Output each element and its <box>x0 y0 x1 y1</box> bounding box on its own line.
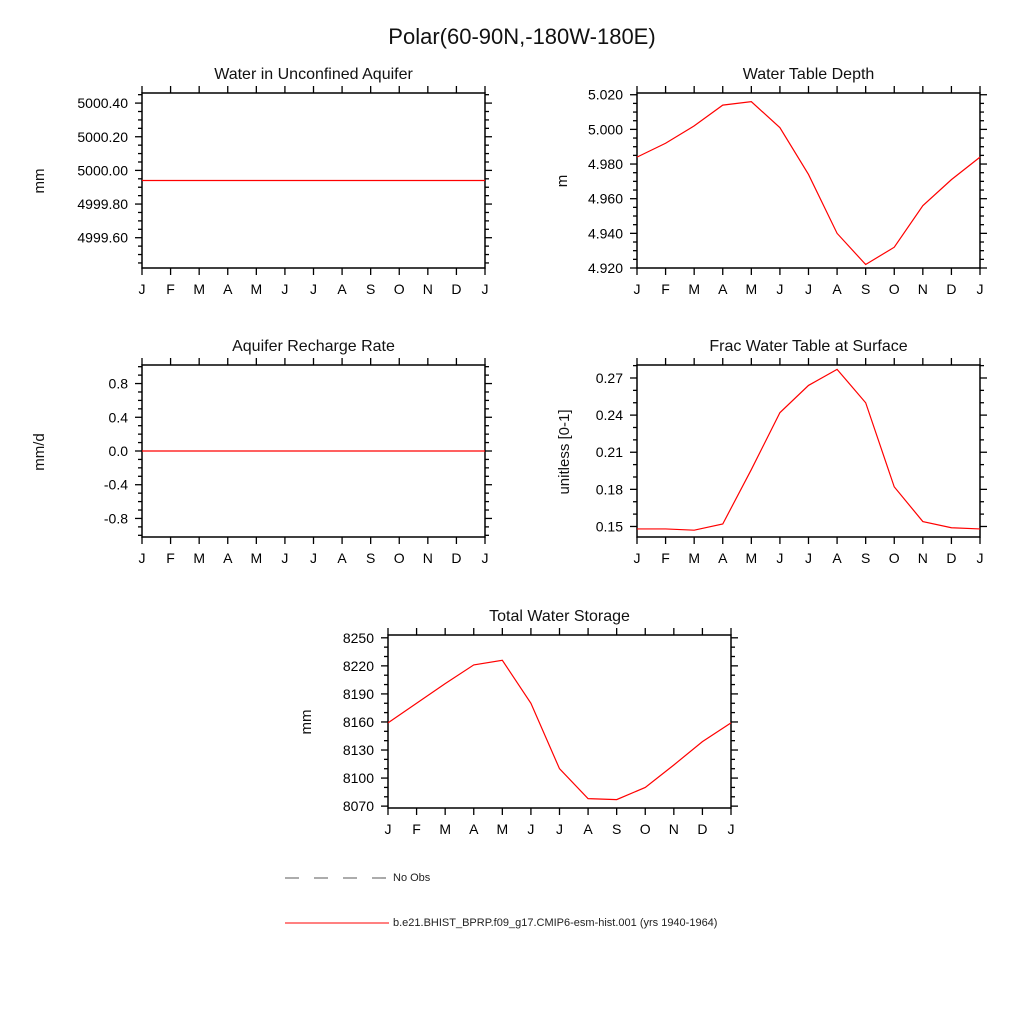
xtick-label: A <box>223 281 233 297</box>
ytick-label: 4999.80 <box>77 196 128 213</box>
ytick-label: 4.960 <box>587 190 623 207</box>
xtick-label: F <box>166 550 175 566</box>
xtick-label: F <box>661 550 670 566</box>
xtick-label: F <box>166 281 175 297</box>
legend-item-no-obs <box>285 870 430 886</box>
y-axis-unit-label-0: mm <box>31 168 48 194</box>
xtick-label: M <box>688 550 701 566</box>
xtick-label: O <box>393 281 405 297</box>
ytick-label: 5.000 <box>587 121 623 138</box>
model-run-line-swatch <box>285 915 389 931</box>
xtick-label: S <box>365 281 376 297</box>
xtick-label: F <box>412 821 421 837</box>
xtick-label: A <box>718 550 728 566</box>
xtick-label: J <box>633 550 641 566</box>
xtick-label: A <box>832 281 842 297</box>
panel-title-aquifer-recharge-rate: Aquifer Recharge Rate <box>232 338 395 355</box>
ytick-label: 8190 <box>342 685 374 702</box>
xtick-label: S <box>611 821 622 837</box>
xtick-label: M <box>745 281 758 297</box>
y-axis-unit-label-3: unitless [0-1] <box>556 409 573 495</box>
data-line <box>637 102 980 265</box>
y-axis-unit-label-4: mm <box>298 709 315 735</box>
ytick-label: 5.020 <box>587 86 623 103</box>
xtick-label: N <box>917 281 928 297</box>
xtick-label: M <box>688 281 701 297</box>
xtick-label: M <box>193 550 206 566</box>
no-obs-dashed-line-swatch <box>285 870 389 886</box>
xtick-label: J <box>527 821 535 837</box>
ytick-label: 4.940 <box>587 225 623 242</box>
ytick-label: 8070 <box>342 798 374 815</box>
ytick-label: 8160 <box>342 713 374 730</box>
ytick-label: 0.8 <box>108 375 128 392</box>
ytick-label: 0.21 <box>595 444 623 461</box>
y-axis-unit-label-1: m <box>554 174 571 188</box>
xtick-label: J <box>281 550 289 566</box>
panel-4 <box>343 628 738 837</box>
data-line <box>637 369 980 530</box>
xtick-label: J <box>776 550 784 566</box>
ytick-label: 4.980 <box>587 156 623 173</box>
xtick-label: O <box>888 550 900 566</box>
xtick-label: J <box>310 281 317 297</box>
xtick-label: O <box>639 821 651 837</box>
xtick-label: D <box>946 281 957 297</box>
xtick-label: J <box>633 281 641 297</box>
ytick-label: 0.0 <box>108 443 128 459</box>
ytick-label: 0.15 <box>595 518 623 535</box>
ytick-label: -0.4 <box>103 476 128 493</box>
ytick-label: -0.8 <box>103 510 128 527</box>
xtick-label: J <box>281 281 289 297</box>
xtick-label: J <box>776 281 784 297</box>
xtick-label: N <box>668 821 679 837</box>
xtick-label: J <box>481 281 489 297</box>
xtick-label: A <box>337 281 347 297</box>
ytick-label: 4.920 <box>587 260 623 276</box>
xtick-label: D <box>697 821 708 837</box>
ytick-label: 0.18 <box>595 481 623 498</box>
data-line <box>388 660 731 799</box>
ytick-label: 8220 <box>342 657 374 674</box>
legend-item-model-run <box>285 915 717 931</box>
xtick-label: J <box>138 281 146 297</box>
xtick-label: S <box>860 550 871 566</box>
xtick-label: A <box>337 550 347 566</box>
xtick-label: M <box>250 281 263 297</box>
ytick-label: 8250 <box>342 629 374 646</box>
xtick-label: S <box>365 550 376 566</box>
xtick-label: M <box>496 821 509 837</box>
panel-3 <box>596 358 987 566</box>
xtick-label: M <box>745 550 758 566</box>
xtick-label: D <box>451 281 462 297</box>
panel-2 <box>104 358 492 566</box>
xtick-label: M <box>193 281 206 297</box>
y-axis-unit-label-2: mm/d <box>31 433 48 471</box>
xtick-label: J <box>481 550 489 566</box>
plot-frame <box>388 635 731 808</box>
xtick-label: N <box>422 550 433 566</box>
plot-frame <box>637 93 980 268</box>
xtick-label: N <box>422 281 433 297</box>
xtick-label: M <box>439 821 452 837</box>
xtick-label: O <box>888 281 900 297</box>
panel-title-water-in-unconfined-aquifer: Water in Unconfined Aquifer <box>214 66 413 83</box>
xtick-label: A <box>469 821 479 837</box>
xtick-label: J <box>805 550 812 566</box>
legend-label-model-run: b.e21.BHIST_BPRP.f09_g17.CMIP6-esm-hist.001 (yrs 1940-1964) <box>393 917 718 929</box>
legend-label-no-obs: No Obs <box>393 872 431 884</box>
xtick-label: A <box>583 821 593 837</box>
ytick-label: 0.24 <box>595 407 623 424</box>
xtick-label: A <box>223 550 233 566</box>
xtick-label: S <box>860 281 871 297</box>
panel-title-water-table-depth: Water Table Depth <box>742 66 875 83</box>
xtick-label: A <box>832 550 842 566</box>
xtick-label: D <box>451 550 462 566</box>
xtick-label: J <box>805 281 812 297</box>
ytick-label: 0.4 <box>108 409 128 426</box>
panel-title-frac-water-table-at-surface: Frac Water Table at Surface <box>709 338 908 355</box>
xtick-label: J <box>556 821 563 837</box>
xtick-label: J <box>384 821 392 837</box>
ytick-label: 0.27 <box>595 369 623 386</box>
ytick-label: 5000.20 <box>77 128 128 145</box>
xtick-label: M <box>250 550 263 566</box>
xtick-label: J <box>976 550 984 566</box>
ytick-label: 8100 <box>342 770 374 787</box>
xtick-label: D <box>946 550 957 566</box>
xtick-label: J <box>138 550 146 566</box>
panel-1 <box>588 86 987 297</box>
panel-title-total-water-storage: Total Water Storage <box>489 608 630 625</box>
figure-title: Polar(60-90N,-180W-180E) <box>388 24 656 49</box>
xtick-label: J <box>976 281 984 297</box>
ytick-label: 8130 <box>342 742 374 759</box>
xtick-label: N <box>917 550 928 566</box>
plot-frame <box>637 365 980 537</box>
xtick-label: F <box>661 281 670 297</box>
panel-0 <box>77 86 492 297</box>
ytick-label: 5000.00 <box>77 162 128 179</box>
xtick-label: J <box>310 550 317 566</box>
xtick-label: J <box>727 821 735 837</box>
ytick-label: 4999.60 <box>77 229 128 246</box>
ytick-label: 5000.40 <box>77 95 128 112</box>
xtick-label: O <box>393 550 405 566</box>
xtick-label: A <box>718 281 728 297</box>
